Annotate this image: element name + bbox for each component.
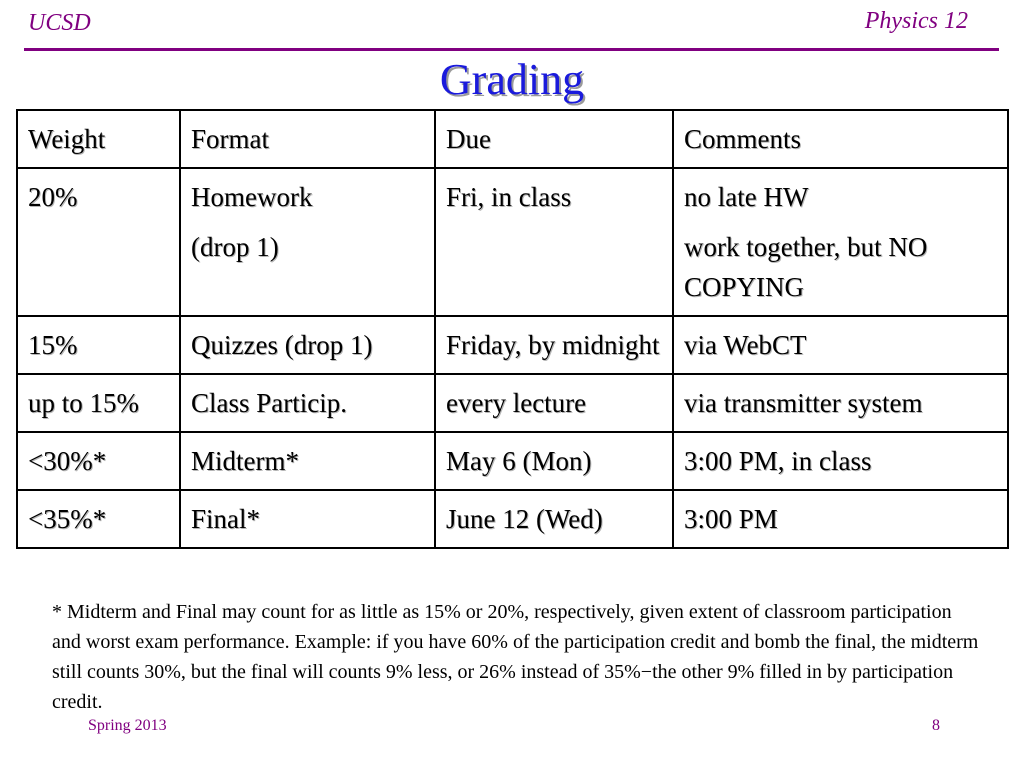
due-cell: every lecture	[435, 374, 673, 432]
comments-cell	[673, 168, 1008, 316]
page-number: 8	[932, 717, 940, 734]
comment-line: no late HW	[684, 182, 809, 212]
comment-line: 3:00 PM, in class	[684, 446, 872, 476]
slide-title: Grading	[439, 55, 585, 104]
comment-line: work together, but NO COPYING	[684, 232, 928, 302]
due-cell: May 6 (Mon)	[435, 432, 673, 490]
header-comments: Comments	[673, 110, 1008, 168]
comments-cell	[673, 432, 1008, 490]
due-cell: Friday, by midnight	[435, 316, 673, 374]
footer-term: Spring 2013	[88, 717, 167, 734]
comments-cell	[673, 490, 1008, 548]
format-cell	[180, 316, 435, 374]
header-due: Due	[435, 110, 673, 168]
table-row	[17, 316, 1008, 374]
comment-line: 3:00 PM	[684, 504, 778, 534]
weight-cell: <35%*	[17, 490, 180, 548]
grading-table	[16, 109, 1009, 549]
table-header-row	[17, 110, 1008, 168]
format-line: Midterm*	[191, 446, 299, 476]
format-line: Class Particip.	[191, 388, 347, 418]
weight-cell: up to 15%	[17, 374, 180, 432]
grading-footnote: * Midterm and Final may count for as little as 15% or 20%, respectively, given extent of classroom participation and worst exam performance. Example: if you have 60% of the participation credit and bomb the final, the midterm still counts 30%, but the final will counts 9% less, or 26% instead of 35%−the other 9% filled in by participation credit.	[52, 601, 979, 713]
comments-cell	[673, 316, 1008, 374]
comment-line: via transmitter system	[684, 388, 923, 418]
format-cell	[180, 432, 435, 490]
header-weight: Weight	[17, 110, 180, 168]
header-institution: UCSD	[28, 10, 91, 36]
header-divider	[24, 48, 999, 51]
header-format: Format	[180, 110, 435, 168]
format-cell	[180, 374, 435, 432]
comment-line: via WebCT	[684, 330, 807, 360]
weight-cell: 15%	[17, 316, 180, 374]
format-line: Final*	[191, 504, 261, 534]
format-line: Quizzes (drop 1)	[191, 330, 373, 360]
format-line: Homework	[191, 182, 313, 212]
table-row	[17, 432, 1008, 490]
table-row	[17, 374, 1008, 432]
weight-cell: 20%	[17, 168, 180, 316]
due-cell: Fri, in class	[435, 168, 673, 316]
table-row	[17, 168, 1008, 316]
table-row	[17, 490, 1008, 548]
format-cell	[180, 490, 435, 548]
format-cell	[180, 168, 435, 316]
comments-cell	[673, 374, 1008, 432]
header-course: Physics 12	[864, 8, 968, 34]
due-cell: June 12 (Wed)	[435, 490, 673, 548]
weight-cell: <30%*	[17, 432, 180, 490]
format-line: (drop 1)	[191, 232, 279, 262]
